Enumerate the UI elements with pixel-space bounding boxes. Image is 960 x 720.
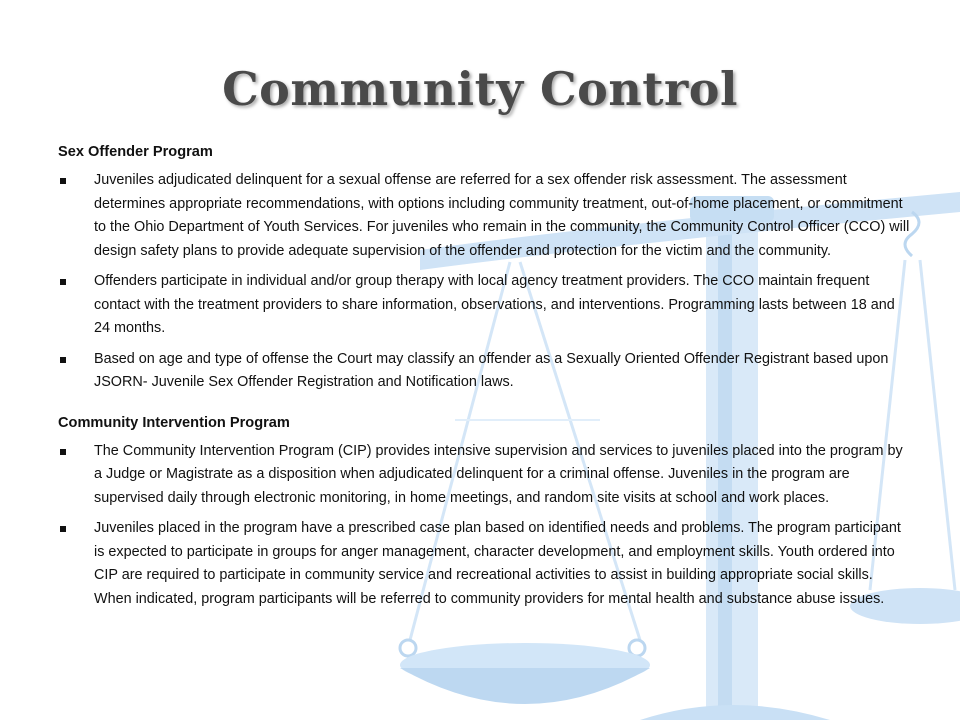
list-item xyxy=(58,440,910,511)
square-bullet-icon xyxy=(60,178,66,184)
list-item xyxy=(58,270,910,341)
list-item xyxy=(58,348,910,395)
square-bullet-icon xyxy=(60,279,66,285)
bullet-list xyxy=(58,169,910,395)
section-heading-community-intervention-program: Community Intervention Program xyxy=(58,414,290,431)
bullet-list xyxy=(58,440,910,612)
square-bullet-icon xyxy=(60,526,66,532)
list-item xyxy=(58,169,910,263)
list-item xyxy=(58,517,910,611)
square-bullet-icon xyxy=(60,449,66,455)
bullet-text: Juveniles placed in the program have a prescribed case plan based on identified needs and problems. The program participant is expected to participate in groups for anger management, character development, and employment skills. Youth ordered into CIP are required to participate in community service and recreational activities to assist in building appropriate social skills. When indicated, program participants will be referred to community providers for mental health and substance abuse issues. xyxy=(94,520,901,607)
bullet-text: Juveniles adjudicated delinquent for a sexual offense are referred for a sex offender risk assessment. The assessment determines appropriate recommendations, with options including community treatment, out-of-home placement, or commitment to the Ohio Department of Youth Services. For juveniles who remain in the community, the Community Control Officer (CCO) will design safety plans to provide adequate supervision of the offender and protection for the victim and the community. xyxy=(94,172,910,259)
section-heading-sex-offender-program: Sex Offender Program xyxy=(58,144,213,160)
bullet-text: Offenders participate in individual and/or group therapy with local agency treatment providers. The CCO maintain frequent contact with the treatment providers to share information, observations, and interventions. Programming lasts between 18 and 24 months. xyxy=(94,273,895,336)
slide-title: Community Control xyxy=(222,62,738,116)
square-bullet-icon xyxy=(60,357,66,363)
bullet-text: Based on age and type of offense the Court may classify an offender as a Sexually Oriented Offender Registrant based upon JSORN- Juvenile Sex Offender Registration and Notification laws. xyxy=(94,350,889,390)
slide-content xyxy=(58,144,910,618)
bullet-text: The Community Intervention Program (CIP) provides intensive supervision and services to juveniles placed into the program by a Judge or Magistrate as a disposition when adjudicated delinquent for a criminal offense. Juveniles in the program are supervised daily through electronic monitoring, in home meetings, and random site visits at school and work places. xyxy=(94,442,903,506)
